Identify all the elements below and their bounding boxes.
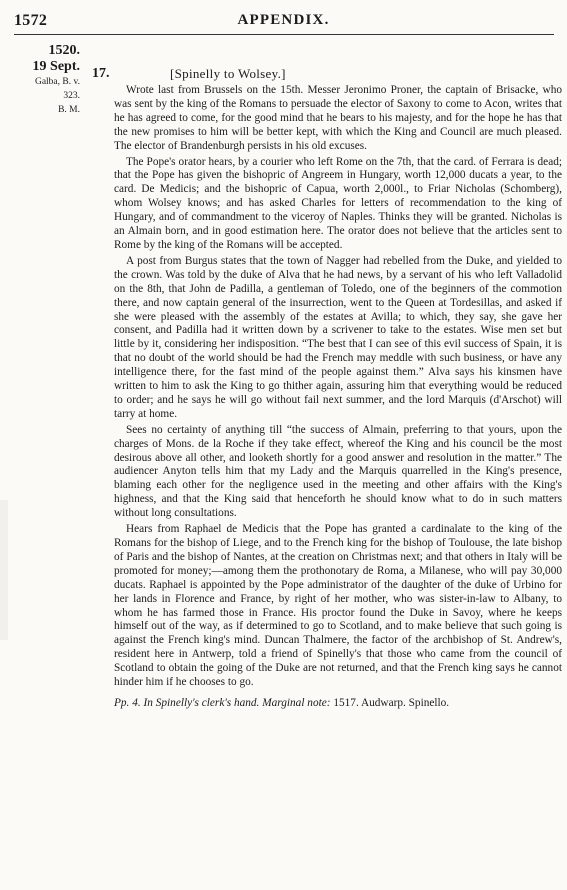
margin-source-3: B. M.	[58, 105, 80, 115]
note-label: Pp. 4. In Spinelly's clerk's hand. Marginal note:	[114, 696, 331, 709]
running-head: APPENDIX.	[237, 12, 330, 28]
entry-heading: [Spinelly to Wolsey.]	[170, 66, 286, 81]
endorsement-note	[114, 696, 562, 710]
paragraph: Sees no certainty of anything till “the success of Almain, preferring to that yours, upon the charges of Mons. de la Roche if they take effect, whereof the King and his council be the most desirous above all other, and looketh shortly for a good answer and resolution in the matter.” The audiencer Anyton tells him that my Lady and the Marquis quarrelled in the King's presence, blaming each other for the negligence used in the meeting and other affairs with the King's highness, and that the King said that henceforth he should know what to do in such matters without long consultations.	[114, 423, 562, 520]
paragraph: Hears from Raphael de Medicis that the Pope has granted a cardinalate to the king of the Romans for the bishop of Liege, and to the French king for the bishop of Toulouse, the late bishop of Paris and the bishop of Nantes, at the creation on Christmas next; and that others in Italy will be promoted for money;—among them the prothonotary de Roma, a Milanese, who will pay 30,000 ducats. Raphael is appointed by the Pope administrator of the daughter of the duke of Urbino for her lands in Florence and France, by right of her mother, who was sister-in-law to Albany, to whom he has farmed those in France. His proctor found the Duke in Savoy, where he keeps himself out of the way, as if determined to go to Scotland, and to make believe that such going is against the French king's mind. Duncan Thalmere, the factor of the archbishop of St. Andrew's, resident here in Antwerp, told a friend of Spinelly's that those who came from the council of Scotland to obtain the going of the Duke are not returned, and that the French king says he cannot hinder him if he chooses to go.	[114, 523, 562, 689]
margin-date: 19 Sept.	[32, 59, 80, 74]
note-text: 1517. Audwarp. Spinello.	[333, 696, 450, 709]
header-rule	[14, 34, 554, 35]
margin-notes	[14, 43, 80, 117]
margin-source-2: 323.	[63, 91, 80, 101]
paragraph: The Pope's orator hears, by a courier who left Rome on the 7th, that the card. of Ferrara is dead; that the Pope has given the bishopric of Angreem in Hungary, worth 12,000 ducats a year, to the card. De Medicis; and the bishopric of Capua, worth 2,000l., to Friar Nicholas (Schomberg), whom Wolsey knows; and has asked Charles for letters of recommendation to the king of Hungary, and of commandment to the viceroy of Naples. Thinks they will be granted. Nicholas is an Almain born, and in good estimation here. The orator does not believe that the articles sent to Rome by the king of the Romans will be accepted.	[114, 155, 562, 251]
paragraph: Wrote last from Brussels on the 15th. Messer Jeronimo Proner, the captain of Brisacke, who was sent by the king of the Romans to persuade the elector of Saxony to come to Acon, writes that he has agreed to come, for the good mind that he bears to his majesty, and for the hope he has that the new promises to him will be better kept, with which the King and Council are much pleased. The elector of Brandenburgh persists in his old excuses.	[114, 84, 562, 152]
entry-body	[114, 84, 562, 710]
page-edge-shadow	[0, 500, 8, 640]
entry-number: 17.	[92, 66, 110, 81]
margin-year: 1520.	[48, 43, 80, 58]
paragraph: A post from Burgus states that the town of Nagger had rebelled from the Duke, and yielded to the crown. Was told by the duke of Alva that he had news, by a servant of his who left Valladolid on the 8th, that John de Padilla, a gentleman of Toledo, one of the beginners of the commotion there, and now captain general of the insurrection, went to the Queen at Tordesillas, and asked if she were pleased with the assembly of the estates at Avilla; to which, they say, she gave her consent, and Padilla had it written down by a scrivener to take to the estates. Wise men set but little by it, considering her indisposition. “The best that I can see of this evil success of Spain, it is that no doubt of the world should be had the French may meddle with such business, or have any intelligence there, for the fast mind of the people against them.” Alva says his kinsmen have written to him to ask the King to go thither again, assuring him that everything would be reduced to order; and he says he will go without fail next summer, and the lord Marquis (d'Arschot) will tarry at home.	[114, 254, 562, 420]
margin-source-1: Galba, B. v.	[34, 77, 80, 87]
page-number: 1572	[14, 12, 48, 29]
page-header	[0, 10, 567, 34]
